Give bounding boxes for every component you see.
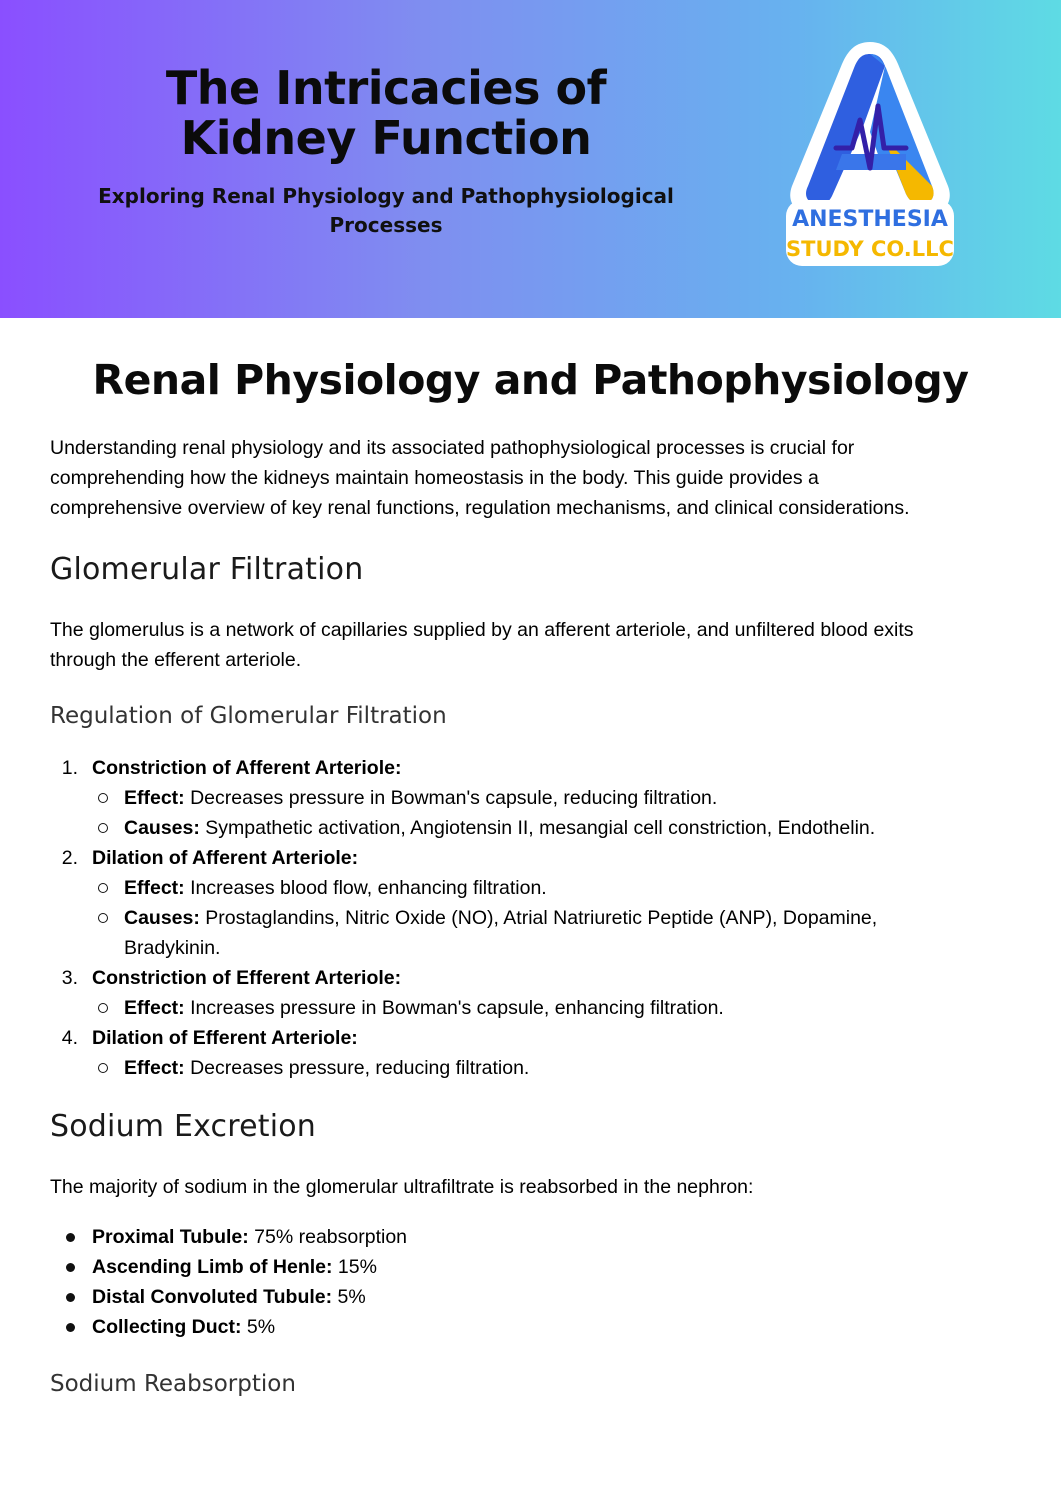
section-heading-sodium-excretion: Sodium Excretion [50,1109,317,1144]
circle-bullet-icon [98,1063,108,1073]
bullet-icon [66,1323,75,1332]
document-title: The Intricacies of Kidney Function [165,61,607,165]
header-banner [0,0,1061,318]
anesthesia-study-logo [784,36,956,268]
subheading-sodium-reabsorption: Sodium Reabsorption [50,1371,296,1397]
circle-bullet-icon [98,793,108,803]
circle-bullet-icon [98,883,108,893]
circle-bullet-icon [98,823,108,833]
glomerular-paragraph: The glomerulus is a network of capillaries supplied by an afferent arteriole, and unfiltered blood exits through the efferent arteriole. [50,619,914,671]
sub-list-item-continuation: Bradykinin. [124,937,221,959]
document-subtitle: Exploring Renal Physiology and Pathophysiological Processes [98,184,674,237]
bullet-icon [66,1293,75,1302]
circle-bullet-icon [98,913,108,923]
bullet-icon [66,1233,75,1242]
bullet-icon [66,1263,75,1272]
logo-text-line2: STUDY CO.LLC [786,237,954,261]
sodium-paragraph: The majority of sodium in the glomerular ultrafiltrate is reabsorbed in the nephron: [50,1176,754,1198]
intro-paragraph: Understanding renal physiology and its associated pathophysiological processes is crucial for comprehending how the kidneys maintain homeostasis in the body. This guide provides a comprehensive overview of key renal functions, regulation mechanisms, and clinical considerations. [50,437,910,519]
circle-bullet-icon [98,1003,108,1013]
subheading-regulation: Regulation of Glomerular Filtration [50,703,447,729]
section-heading-glomerular-filtration: Glomerular Filtration [50,552,364,587]
logo-text-line1: ANESTHESIA [792,207,948,232]
main-title: Renal Physiology and Pathophysiology [92,356,969,404]
